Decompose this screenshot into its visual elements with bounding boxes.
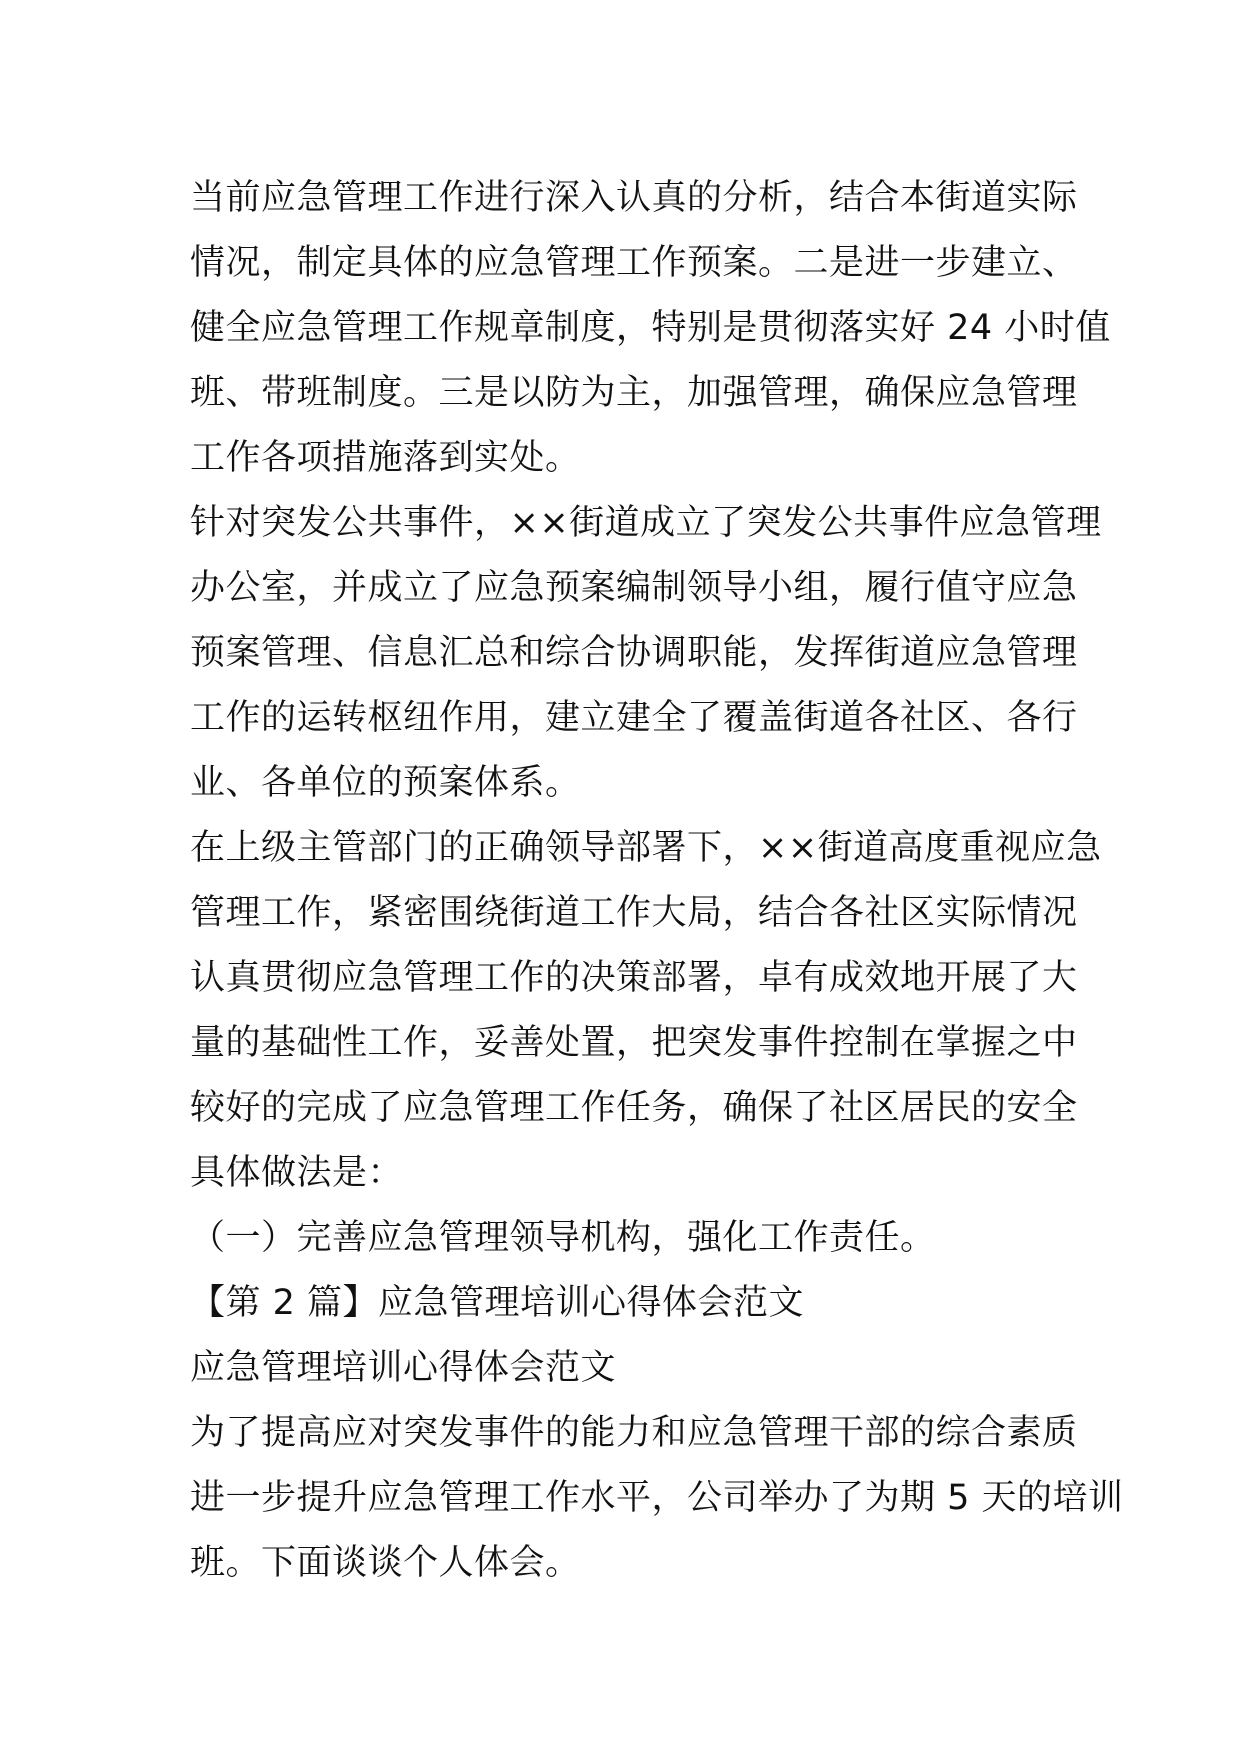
text-line-15: 较好的完成了应急管理工作任务，确保了社区居民的安全	[190, 1088, 1078, 1128]
text-line-6: 针对突发公共事件，××街道成立了突发公共事件应急管理	[190, 503, 1102, 543]
text-line-11: 在上级主管部门的正确领导部署下，××街道高度重视应急	[190, 828, 1102, 868]
text-line-9: 工作的运转枢纽作用，建立建全了覆盖街道各社区、各行	[190, 698, 1078, 738]
text-line-3: 健全应急管理工作规章制度，特别是贯彻落实好 24 小时值	[190, 308, 1111, 348]
text-line-12: 管理工作，紧密围绕街道工作大局，结合各社区实际情况	[190, 893, 1078, 933]
section-subheading: （一）完善应急管理领导机构，强化工作责任。	[190, 1218, 936, 1258]
article-title: 应急管理培训心得体会范文	[190, 1348, 617, 1388]
text-line-8: 预案管理、信息汇总和综合协调职能，发挥街道应急管理	[190, 633, 1078, 673]
text-line-10: 业、各单位的预案体系。	[190, 763, 581, 803]
text-line-14: 量的基础性工作，妥善处置，把突发事件控制在掌握之中	[190, 1023, 1078, 1063]
text-line-13: 认真贯彻应急管理工作的决策部署，卓有成效地开展了大	[190, 958, 1078, 998]
document-body	[190, 166, 1124, 1596]
text-line-4: 班、带班制度。三是以防为主，加强管理，确保应急管理	[190, 373, 1078, 413]
text-line-7: 办公室，并成立了应急预案编制领导小组，履行值守应急	[190, 568, 1078, 608]
text-line-1: 当前应急管理工作进行深入认真的分析，结合本街道实际	[190, 178, 1078, 218]
article-heading: 【第 2 篇】应急管理培训心得体会范文	[190, 1283, 805, 1323]
text-line-21: 进一步提升应急管理工作水平，公司举办了为期 5 天的培训	[190, 1478, 1124, 1518]
text-line-16: 具体做法是：	[190, 1153, 404, 1193]
text-line-20: 为了提高应对突发事件的能力和应急管理干部的综合素质	[190, 1413, 1078, 1453]
text-line-2: 情况，制定具体的应急管理工作预案。二是进一步建立、	[190, 243, 1078, 283]
text-line-5: 工作各项措施落到实处。	[190, 438, 581, 478]
text-line-22: 班。下面谈谈个人体会。	[190, 1543, 581, 1583]
